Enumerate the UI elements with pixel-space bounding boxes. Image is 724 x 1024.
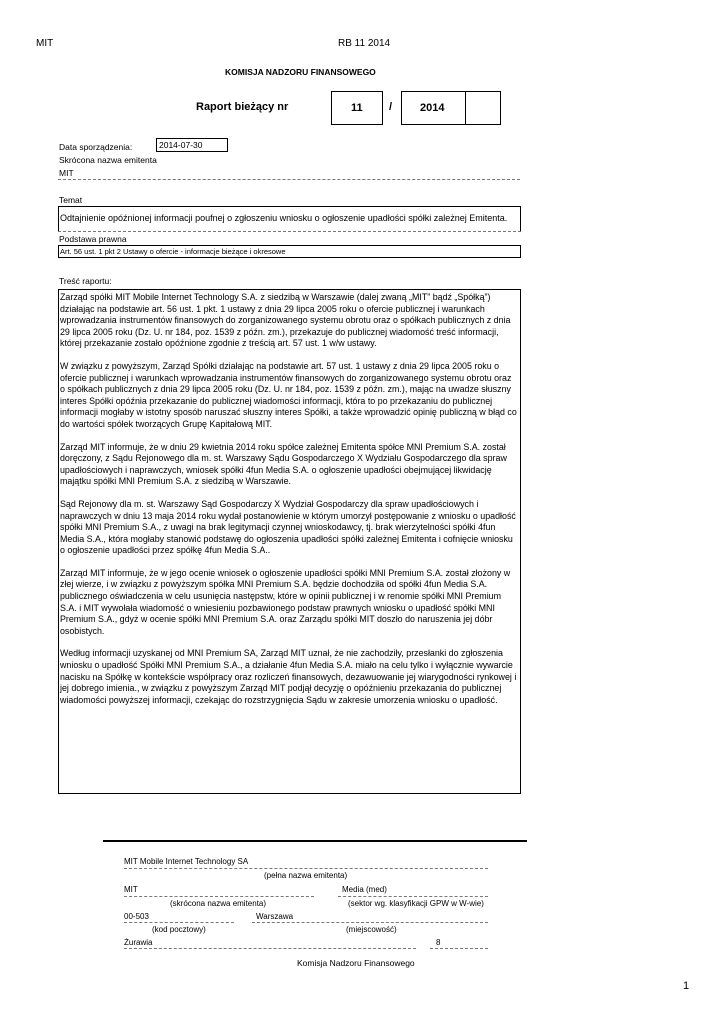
temat-label: Temat xyxy=(59,195,83,205)
footer-sector-caption: (sektor wg. klasyfikacji GPW w W-wie) xyxy=(348,899,484,908)
footer-sector-line xyxy=(338,896,488,897)
footer-institution: Komisja Nadzoru Finansowego xyxy=(297,958,415,968)
podstawa-value: Art. 56 ust. 1 pkt 2 Ustawy o ofercie - informacje bieżące i okresowe xyxy=(60,247,286,256)
tresc-box xyxy=(58,289,521,794)
date-label: Data sporządzenia: xyxy=(59,142,133,152)
issuer-short-label: Skrócona nazwa emitenta xyxy=(59,155,157,165)
footer-short-name: MIT xyxy=(124,885,138,894)
temat-value: Odtajnienie opóźnionej informacji poufnej o zgłoszeniu wniosku o ogłoszenie upadłości spółki zależnej Emitenta. xyxy=(60,213,508,223)
footer-postcode-line xyxy=(124,922,234,923)
footer-street-number-line xyxy=(430,948,488,949)
tresc-paragraph: Zarząd MIT informuje, że w dniu 29 kwietnia 2014 roku spółce zależnej Emitenta spółce MNI Premium S.A. został doręczony, z Sądu Rejonowego dla m. st. Warszawy Sądu Gospodarczego X Wydziału Gospodarczego dla spraw upadłościowych i naprawczych, wniosek spółki 4fun Media S.A. o ogłoszenie upadłości obejmującej likwidację majątku spółki MNI Premium S.A. z siedzibą w Warszawie. xyxy=(60,441,507,487)
footer-postcode: 00-503 xyxy=(124,912,149,921)
tresc-paragraph: Zarząd spółki MIT Mobile Internet Technology S.A. z siedzibą w Warszawie (dalej zwaną „MIT” bądź „Spółką”) działając na podstawie art. 56 ust. 1 pkt. 1 ustawy z dnia 29 lipca 2005 roku o ofercie publicznej i warunkach wprowadzania instrumentów finansowych do zorganizowanego systemu obrotu oraz o spółkach publicznych z dnia 29 lipca 2005 roku (Dz. U. nr 184, poz. 1539 z późn. zm.), przekazuje do publicznej wiadomość treść informacji, której przekazanie zostało opóźnione zgodnie z treścią art. 57 ust. 1 w/w ustawy. xyxy=(60,292,511,349)
document-title: KOMISJA NADZORU FINANSOWEGO xyxy=(225,67,376,77)
page-number: 1 xyxy=(683,980,690,992)
footer-full-name: MIT Mobile Internet Technology SA xyxy=(124,857,249,866)
tresc-paragraph: W związku z powyższym, Zarząd Spółki działając na podstawie art. 57 ust. 1 ustawy z dnia 29 lipca 2005 roku o ofercie publicznej i warunkach wprowadzania instrumentów finansowych do zorganizowanego systemu obrotu oraz o spółkach publicznych z dnia 29 lipca 2005 roku (Dz. U. nr 184, poz. 1539 z późn. zm.), mając na uwadze słuszny interes Spółki opóźnia przekazanie do publicznej wiadomości informacji, która to po przekazaniu do publicznej informacji mogłaby w istotny sposób naruszać słuszny interes Spółki, a także wprowadzić opinię publiczną w błąd co do wartości spółek tworzących Grupę Kapitałową MIT. xyxy=(60,360,517,429)
header-center: RB 11 2014 xyxy=(338,38,391,49)
footer-short-name-line xyxy=(124,896,314,897)
report-label: Raport bieżący nr xyxy=(196,101,289,113)
footer-street-line xyxy=(124,948,416,949)
temat-box xyxy=(58,206,521,231)
footer-street: Żurawia xyxy=(124,938,153,947)
podstawa-label: Podstawa prawna xyxy=(59,234,127,244)
footer-city: Warszawa xyxy=(256,912,294,921)
footer-top-rule xyxy=(103,840,527,842)
footer-city-caption: (miejscowość) xyxy=(346,925,397,934)
issuer-short-value: MIT xyxy=(59,168,74,178)
report-year-box xyxy=(401,91,501,125)
footer-short-name-caption: (skrócona nazwa emitenta) xyxy=(170,899,267,908)
footer-postcode-caption: (kod pocztowy) xyxy=(152,925,206,934)
date-box xyxy=(156,138,228,152)
temat-underline xyxy=(58,231,521,232)
report-separator: / xyxy=(389,101,393,113)
issuer-underline xyxy=(58,179,520,180)
header-left: MIT xyxy=(36,38,54,49)
report-number: 11 xyxy=(351,102,363,114)
footer-full-name-caption: (pełna nazwa emitenta) xyxy=(264,871,348,880)
report-year-divider xyxy=(465,92,466,124)
tresc-paragraph: Zarząd MIT informuje, że w jego ocenie wniosek o ogłoszenie upadłości spółki MNI Premium S.A. został złożony w złej wierze, i w związku z powyższym spółka MNI Premium S.A. będzie dochodziła od spółki 4fun Media S.A. publicznego oświadczenia w celu usunięcia następstw, które w opinii publicznej i w renomie spółki MNI Premium S.A. i MIT wywołała wiadomość o wniesieniu pozbawionego podstaw prawnych wniosku o upadłość spółki MNI Premium S.A., gdyż w ocenie spółki MNI Premium S.A. oraz Zarządu spółki MIT doszło do naruszenia jej dóbr osobistych. xyxy=(60,567,511,636)
podstawa-box xyxy=(58,245,521,258)
report-number-box xyxy=(331,91,383,125)
report-year: 2014 xyxy=(420,102,445,114)
footer-full-name-line xyxy=(124,868,488,869)
tresc-paragraph: Według informacji uzyskanej od MNI Premium SA, Zarząd MIT uznał, że nie zachodziły, przesłanki do zgłoszenia wniosku o upadłość Spółki MNI Premium S.A., a działanie 4fun Media S.A. miało na celu tylko i wyłącznie wywarcie nacisku na Spółkę w kontekście współpracy oraz rozliczeń finansowych, dezawuowanie jej wiarygodności rynkowej i jej dobrego imienia., w związku z powyższym Zarząd MIT podjął decyzję o opóźnieniu przekazania do publicznej wiadomości powyższej informacji, czekając do rozstrzygnięcia Sądu w zakresie umorzenia wniosku o upadłość. xyxy=(60,648,517,705)
date-value: 2014-07-30 xyxy=(159,140,203,150)
footer-city-line xyxy=(252,922,488,923)
tresc-label: Treść raportu: xyxy=(59,276,112,286)
tresc-paragraph: Sąd Rejonowy dla m. st. Warszawy Sąd Gospodarczy X Wydział Gospodarczy dla spraw upadłościowych i naprawczych w dniu 13 maja 2014 roku wydał postanowienie w którym umorzył postępowanie z wniosku o upadłość spółki MNI Premium S.A., z uwagi na brak legitymacji czynnej wnioskodawcy, tj. brak wierzytelności spółki 4fun Media S.A., która mogłaby stanowić podstawę do ogłoszenia upadłości spółki zależnej Emitenta i cofnięcie wniosku o ogłoszenie upadłości przez spółkę 4fun Media S.A.. xyxy=(60,498,516,556)
footer-street-number: 8 xyxy=(436,938,441,947)
footer-sector: Media (med) xyxy=(342,885,387,894)
